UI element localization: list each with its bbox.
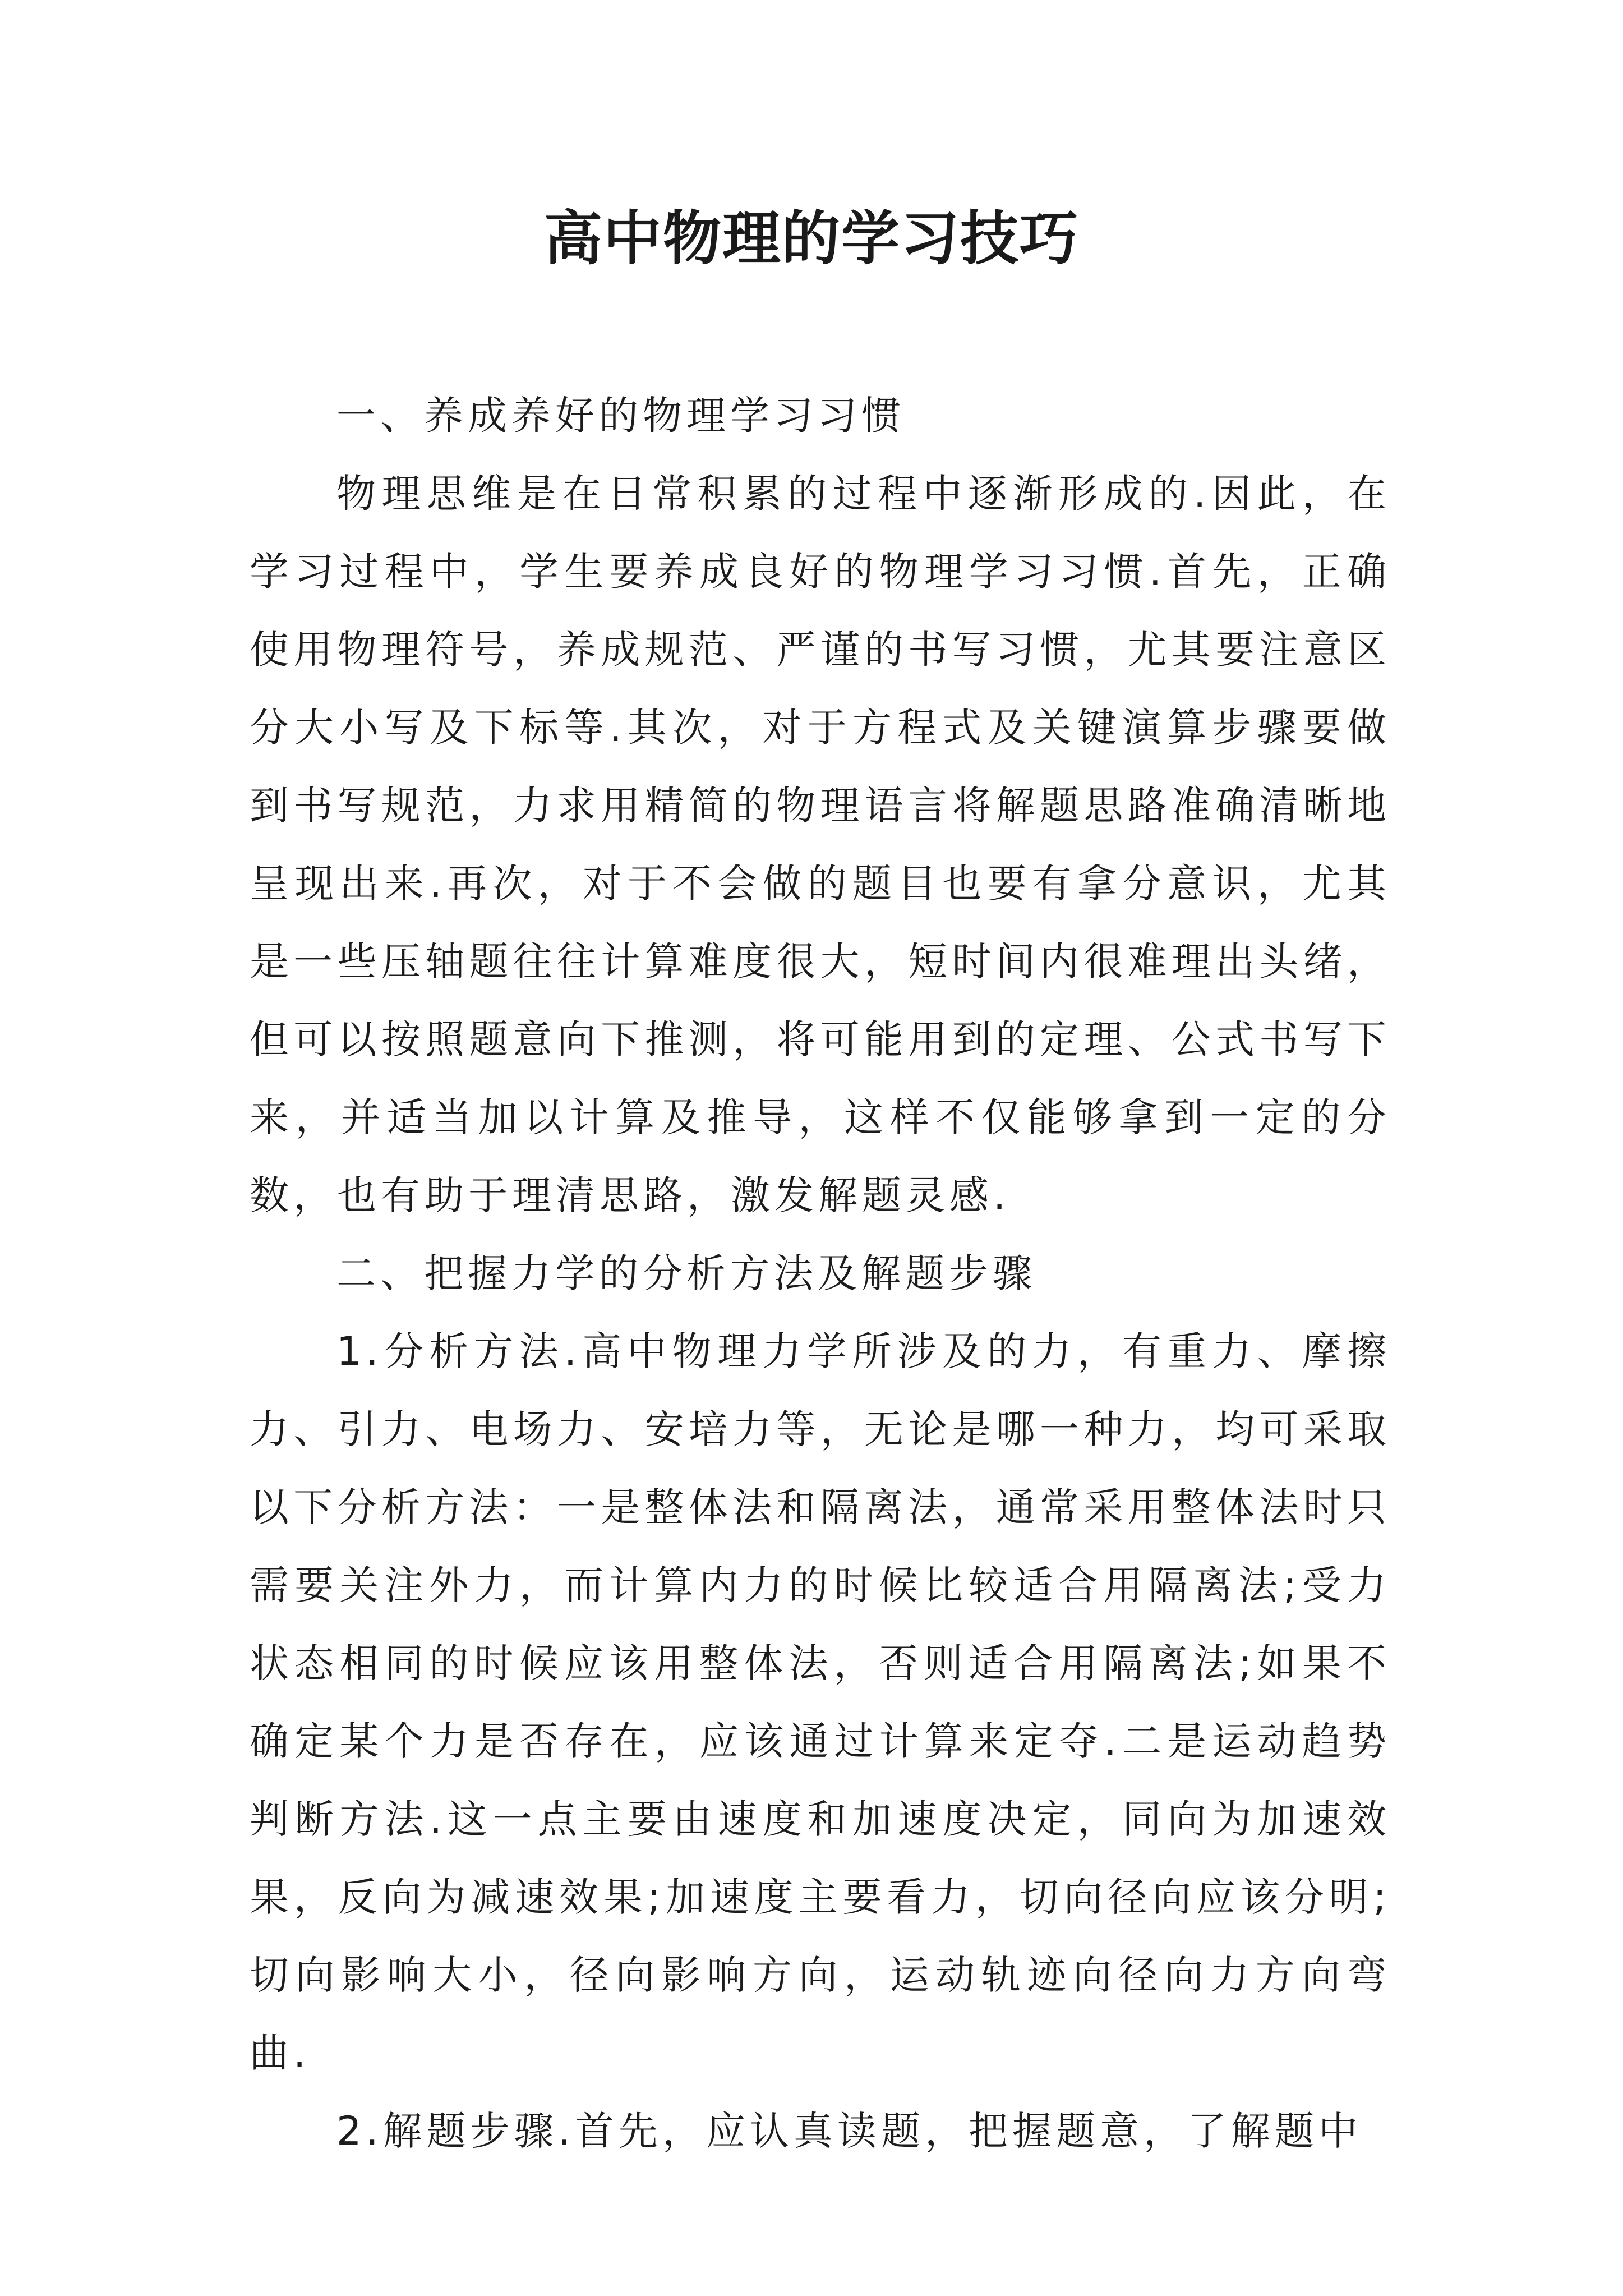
document-body [250, 377, 1391, 2170]
paragraph-solving-steps: 2.解题步骤.首先，应认真读题，把握题意，了解题中 [336, 2108, 1363, 2154]
paragraph-study-habits: 物理思维是在日常积累的过程中逐渐形成的.因此，在学习过程中，学生要养成良好的物理学习习惯.首先，正确使用物理符号，养成规范、严谨的书写习惯，尤其要注意区分大小写及下标等.其次，对于方程式及关键演算步骤要做到书写规范，力求用精简的物理语言将解题思路准确清晰地呈现出来.再次，对于不会做的题目也要有拿分意识，尤其是一些压轴题往往计算难度很大，短时间内很难理出头绪，但可以按照题意向下推测，将可能用到的定理、公式书写下来，并适当加以计算及推导，这样不仅能够拿到一定的分数，也有助于理清思路，激发解题灵感. [250, 471, 1391, 1218]
section-heading-1: 一、养成养好的物理学习习惯 [336, 393, 905, 439]
document-title: 高中物理的学习技巧 [543, 204, 1079, 273]
section-heading-2: 二、把握力学的分析方法及解题步骤 [336, 1250, 1036, 1296]
paragraph-analysis-methods: 1.分析方法.高中物理力学所涉及的力，有重力、摩擦力、引力、电场力、安培力等，无论是哪一种力，均可采取以下分析方法：一是整体法和隔离法，通常采用整体法时只需要关注外力，而计算内力的时候比较适合用隔离法;受力状态相同的时候应该用整体法，否则适合用隔离法;如果不确定某个力是否存在，应该通过计算来定夺.二是运动趋势判断方法.这一点主要由速度和加速度决定，同向为加速效果，反向为减速效果;加速度主要看力，切向径向应该分明;切向影响大小，径向影响方向，运动轨迹向径向力方向弯曲. [250, 1328, 1391, 2076]
